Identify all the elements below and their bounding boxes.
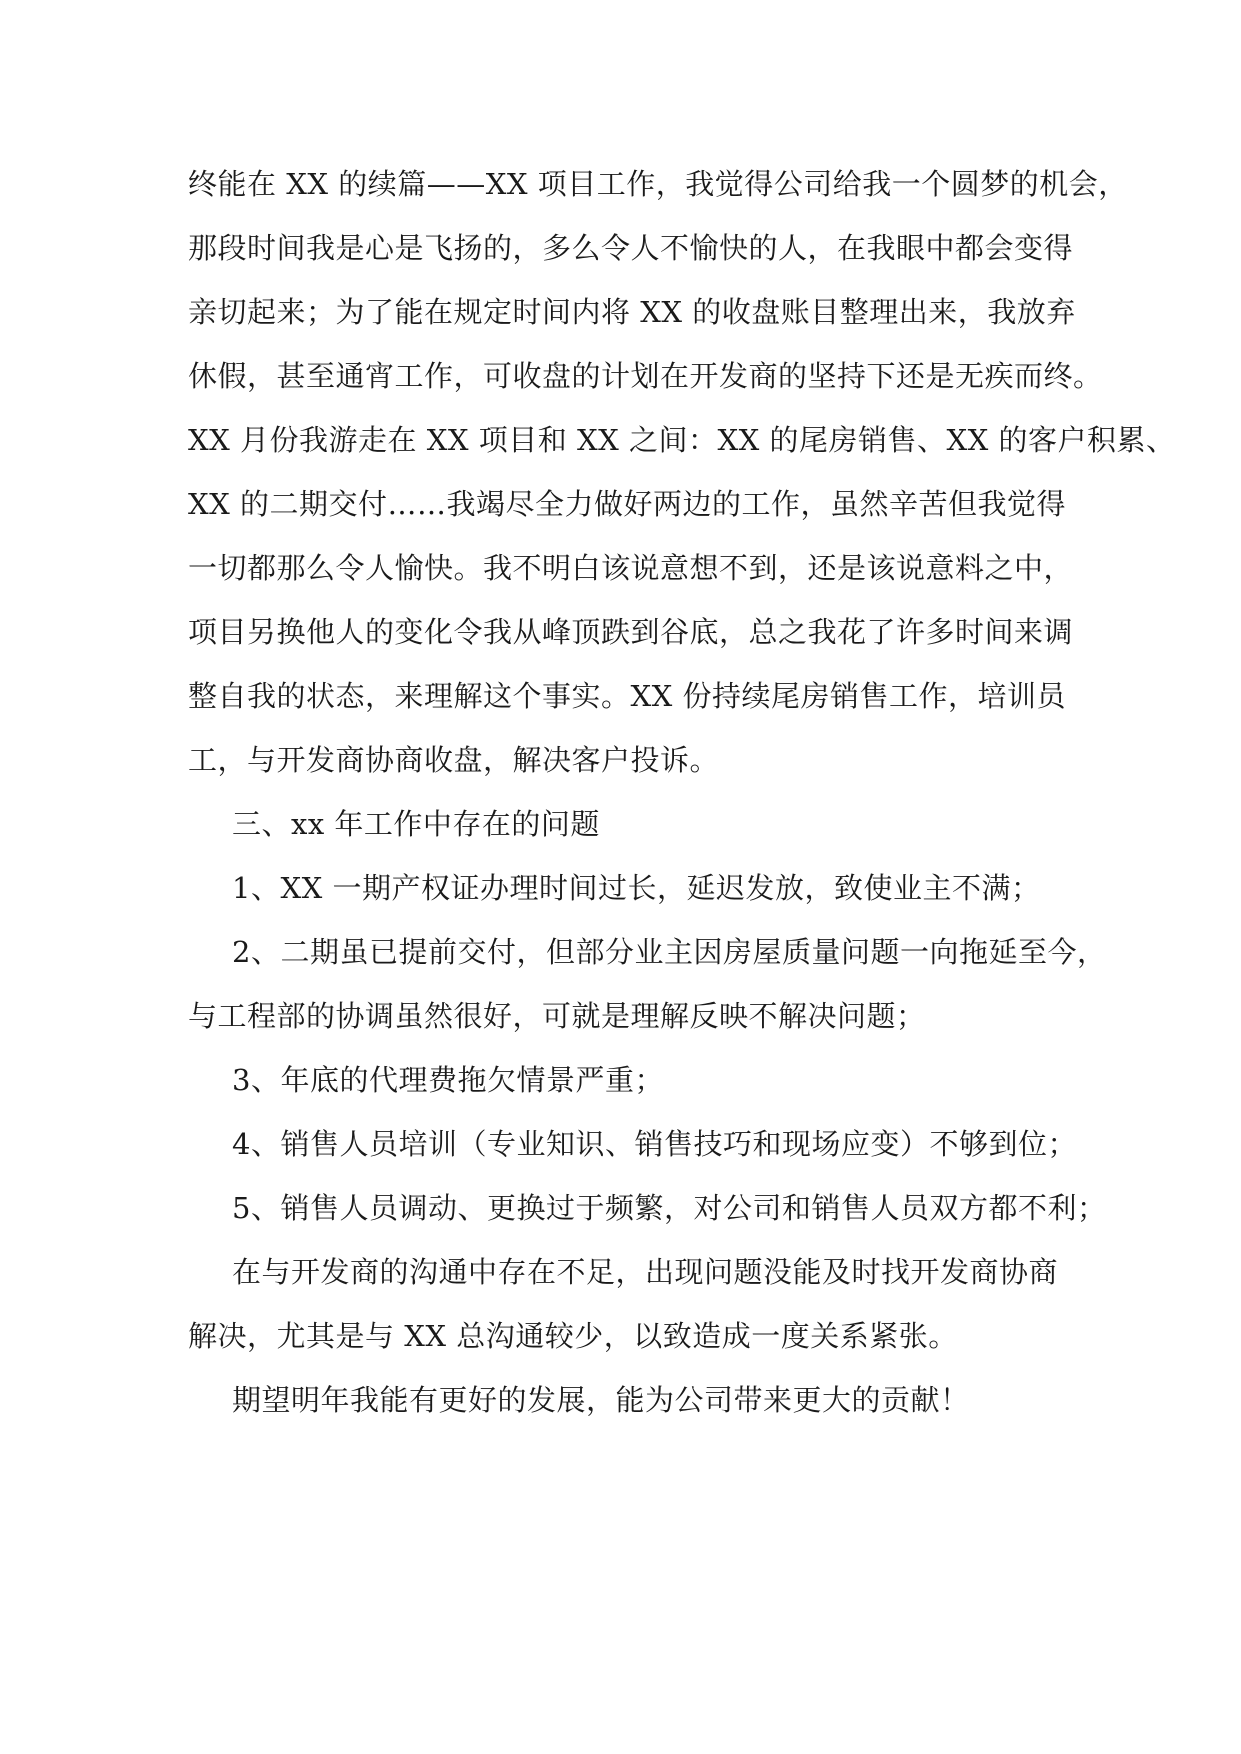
paragraph-line: 工，与开发商协商收盘，解决客户投诉。 [188, 743, 720, 777]
problem-item-2-continued: 与工程部的协调虽然很好，可就是理解反映不解决问题； [188, 999, 926, 1033]
paragraph-line: 终能在 XX 的续篇——XX 项目工作，我觉得公司给我一个圆梦的机会， [188, 167, 1128, 201]
communication-paragraph: 在与开发商的沟通中存在不足，出现问题没能及时找开发商协商 [232, 1255, 1059, 1289]
paragraph-line: 休假，甚至通宵工作，可收盘的计划在开发商的坚持下还是无疾而终。 [188, 359, 1103, 393]
closing-paragraph: 期望明年我能有更好的发展，能为公司带来更大的贡献！ [232, 1383, 970, 1417]
problem-item-2: 2、二期虽已提前交付，但部分业主因房屋质量问题一向拖延至今， [232, 935, 1107, 969]
paragraph-line: XX 月份我游走在 XX 项目和 XX 之间：XX 的尾房销售、XX 的客户积累、 [188, 423, 1176, 457]
communication-paragraph-continued: 解决，尤其是与 XX 总沟通较少，以致造成一度关系紧张。 [188, 1319, 958, 1353]
section-heading: 三、xx 年工作中存在的问题 [232, 807, 600, 841]
paragraph-line: 整自我的状态，来理解这个事实。XX 份持续尾房销售工作，培训员 [188, 679, 1067, 713]
paragraph-line: 项目另换他人的变化令我从峰顶跌到谷底，总之我花了许多时间来调 [188, 615, 1074, 649]
problem-item-4: 4、销售人员培训（专业知识、销售技巧和现场应变）不够到位； [232, 1127, 1077, 1161]
paragraph-line: XX 的二期交付……我竭尽全力做好两边的工作，虽然辛苦但我觉得 [188, 487, 1067, 521]
problem-item-1: 1、XX 一期产权证办理时间过长，延迟发放，致使业主不满； [232, 871, 1041, 905]
paragraph-line: 那段时间我是心是飞扬的，多么令人不愉快的人，在我眼中都会变得 [188, 231, 1074, 265]
paragraph-line: 亲切起来；为了能在规定时间内将 XX 的收盘账目整理出来，我放弃 [188, 295, 1076, 329]
problem-item-5: 5、销售人员调动、更换过于频繁，对公司和销售人员双方都不利； [232, 1191, 1107, 1225]
problem-item-3: 3、年底的代理费拖欠情景严重； [232, 1063, 664, 1097]
paragraph-line: 一切都那么令人愉快。我不明白该说意想不到，还是该说意料之中， [188, 551, 1074, 585]
